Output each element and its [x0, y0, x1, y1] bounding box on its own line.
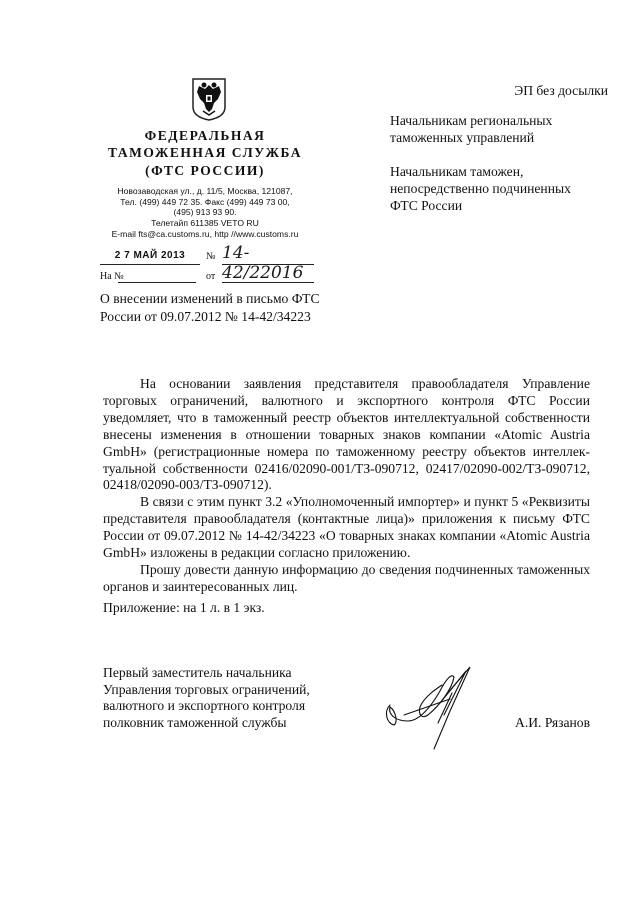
header-note: ЭП без досылки [514, 83, 608, 98]
phone-line: (495) 913 93 90. [173, 207, 237, 218]
from-field [222, 282, 314, 283]
org-name-abbrev: (ФТС РОССИИ) [145, 163, 265, 178]
letter-body [103, 376, 590, 596]
phone-line: Тел. (499) 449 72 35. Факс (499) 449 73 00, [120, 196, 290, 207]
signer-title-line: Управления торговых ограничений, [103, 681, 310, 697]
addressee-line: непосредственно подчиненных [390, 181, 571, 196]
reply-to-field [118, 282, 196, 283]
number-label: № [206, 251, 216, 262]
registration-number: 14-42/22016 [222, 243, 314, 265]
subject-line: России от 09.07.2012 № 14-42/34223 [100, 309, 311, 324]
from-label: от [206, 271, 216, 282]
addressee-line: Начальникам региональных [390, 113, 553, 128]
org-name-line: ФЕДЕРАЛЬНАЯ [144, 128, 266, 143]
email-line: E-mail fts@ca.customs.ru, http //www.customs.ru [111, 228, 299, 239]
signer-title-line: валютного и экспортного контроля [103, 698, 306, 714]
document-date: 2 7 МАЙ 2013 [100, 250, 200, 265]
signature-icon [380, 665, 480, 765]
signer-title-line: Первый заместитель начальника [103, 665, 292, 680]
address-line: Новозаводская ул., д. 11/5, Москва, 121087, [117, 186, 293, 196]
org-name-line: ТАМОЖЕННАЯ СЛУЖБА [108, 145, 302, 160]
subject [100, 290, 340, 326]
subject-line: О внесении изменений в письмо ФТС [100, 291, 320, 306]
signer-title-line: полковник таможенной службы [103, 714, 287, 730]
coat-of-arms-icon [190, 77, 228, 121]
reply-to-label: На № [100, 271, 124, 282]
attachment-note: Приложение: на 1 л. в 1 экз. [103, 600, 265, 615]
body-paragraph: На основании заявления представителя правообладателя Управление торговых ограничений, валютного и экспортного контроля ФТС России уведомляет, что в таможенный реестр объектов интеллектуальной собственности внесены изменения в отношении товарных знаков компании «Atomic Austria GmbH» (регистрационные номера по таможенному реестру объектов интеллек-туальной собственности 02416/02090-001/ТЗ-090712, 02417/02090-002/ТЗ-090712, 02418/02090-003/ТЗ-090712). [103, 376, 590, 493]
addressee-line: Начальникам таможен, [390, 164, 524, 179]
addressee [390, 163, 620, 214]
body-paragraph: В связи с этим пункт 3.2 «Уполномоченный импортер» и пункт 5 «Реквизиты представителя правообладателя (контактные лица)» приложения к письму ФТС России от 09.07.2012 № 14-42/34223 «О товарных знаках компании «Atomic Austria GmbH» изложены в редакции согласно приложению. [103, 494, 590, 561]
addressee [390, 112, 620, 146]
teletype-line: Телетайп 611385 VETO RU [151, 218, 259, 229]
body-paragraph: Прошу довести данную информацию до сведения подчиненных таможенных органов и заинтересованных лиц. [103, 561, 590, 594]
addressee-line: таможенных управлений [390, 130, 535, 145]
signer-title [103, 665, 343, 731]
address-block [90, 186, 320, 240]
addressee-line: ФТС России [390, 198, 463, 213]
signer-name: А.И. Рязанов [515, 715, 591, 730]
